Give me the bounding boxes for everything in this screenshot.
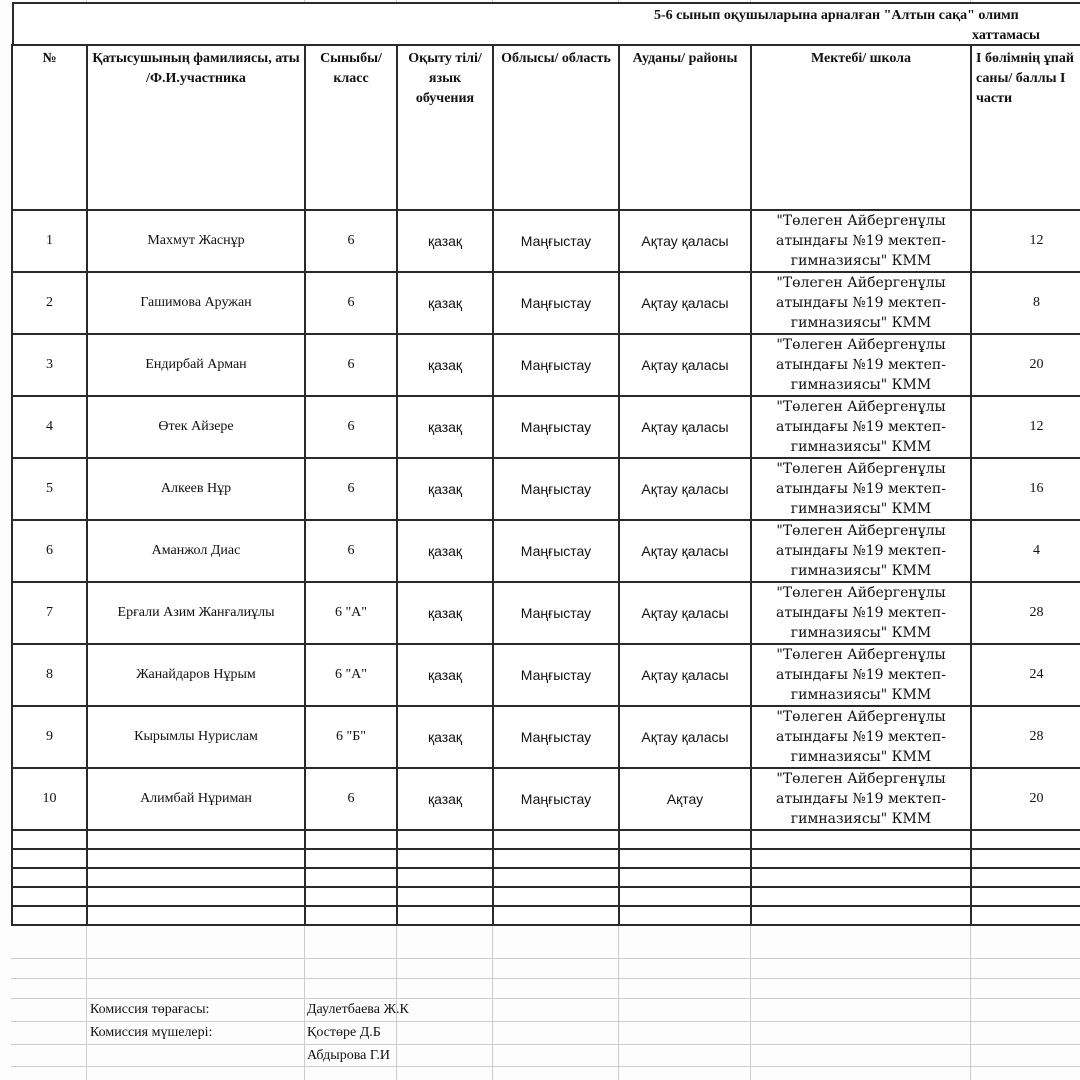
empty-cell bbox=[619, 906, 751, 925]
empty-cell bbox=[87, 906, 305, 925]
table-row bbox=[12, 520, 1080, 582]
document-title: 5-6 сынып оқушыларына арналған "Алтын сақа" олимп bbox=[654, 8, 1019, 23]
cell-school: "Төлеген Айбергенұлы атындағы №19 мектеп-гимназиясы" КММ bbox=[751, 272, 971, 334]
header-name: Қатысушының фамилиясы, аты /Ф.И.участника bbox=[87, 45, 305, 210]
cell-score: 20 bbox=[971, 334, 1080, 396]
cell-grade: 6 "А" bbox=[305, 644, 397, 706]
empty-cell bbox=[619, 868, 751, 887]
empty-row bbox=[12, 830, 1080, 849]
header-score: І бөлімнің ұпай саны/ баллы І части bbox=[971, 45, 1080, 210]
cell-num: 4 bbox=[12, 396, 87, 458]
cell-num: 2 bbox=[12, 272, 87, 334]
empty-cell bbox=[493, 887, 619, 906]
table-row bbox=[12, 768, 1080, 830]
cell-name: Алкеев Нұр bbox=[87, 458, 305, 520]
header-num: № bbox=[12, 45, 87, 210]
cell-name: Жанайдаров Нұрым bbox=[87, 644, 305, 706]
empty-cell bbox=[305, 906, 397, 925]
cell-name: Өтек Айзере bbox=[87, 396, 305, 458]
cell-school: "Төлеген Айбергенұлы атындағы №19 мектеп-гимназиясы" КММ bbox=[751, 396, 971, 458]
cell-score: 28 bbox=[971, 582, 1080, 644]
cell-language: қазақ bbox=[397, 458, 493, 520]
cell-language: қазақ bbox=[397, 768, 493, 830]
grid-line bbox=[11, 998, 1080, 999]
cell-region: Маңғыстау bbox=[493, 334, 619, 396]
cell-district: Ақтау қаласы bbox=[619, 520, 751, 582]
cell-grade: 6 bbox=[305, 520, 397, 582]
empty-cell bbox=[12, 906, 87, 925]
cell-name: Махмут Жаснұр bbox=[87, 210, 305, 272]
commission-member-1: Қостөре Д.Б bbox=[307, 1025, 381, 1040]
empty-cell bbox=[971, 868, 1080, 887]
header-school: Мектебі/ школа bbox=[751, 45, 971, 210]
empty-row bbox=[12, 906, 1080, 925]
empty-cell bbox=[87, 887, 305, 906]
empty-cell bbox=[751, 830, 971, 849]
cell-name: Гашимова Аружан bbox=[87, 272, 305, 334]
empty-cell bbox=[493, 906, 619, 925]
table-row bbox=[12, 706, 1080, 768]
cell-score: 16 bbox=[971, 458, 1080, 520]
empty-cell bbox=[305, 830, 397, 849]
cell-language: қазақ bbox=[397, 520, 493, 582]
cell-school: "Төлеген Айбергенұлы атындағы №19 мектеп-гимназиясы" КММ bbox=[751, 458, 971, 520]
cell-district: Ақтау қаласы bbox=[619, 210, 751, 272]
grid-line bbox=[11, 1044, 1080, 1045]
empty-row bbox=[12, 849, 1080, 868]
table-row bbox=[12, 272, 1080, 334]
cell-district: Ақтау қаласы bbox=[619, 396, 751, 458]
header-row bbox=[12, 45, 1080, 210]
cell-score: 12 bbox=[971, 396, 1080, 458]
cell-num: 6 bbox=[12, 520, 87, 582]
results-table bbox=[11, 44, 1080, 926]
table-row bbox=[12, 334, 1080, 396]
cell-region: Маңғыстау bbox=[493, 210, 619, 272]
cell-school: "Төлеген Айбергенұлы атындағы №19 мектеп-гимназиясы" КММ bbox=[751, 582, 971, 644]
cell-score: 24 bbox=[971, 644, 1080, 706]
empty-cell bbox=[87, 830, 305, 849]
cell-score: 20 bbox=[971, 768, 1080, 830]
cell-language: қазақ bbox=[397, 644, 493, 706]
cell-district: Ақтау қаласы bbox=[619, 334, 751, 396]
empty-cell bbox=[619, 849, 751, 868]
cell-district: Ақтау қаласы bbox=[619, 582, 751, 644]
cell-district: Ақтау қаласы bbox=[619, 272, 751, 334]
empty-row bbox=[12, 868, 1080, 887]
cell-score: 8 bbox=[971, 272, 1080, 334]
cell-district: Ақтау қаласы bbox=[619, 644, 751, 706]
commission-members-label: Комиссия мүшелері: bbox=[90, 1025, 213, 1040]
cell-region: Маңғыстау bbox=[493, 272, 619, 334]
empty-row bbox=[12, 887, 1080, 906]
table-row bbox=[12, 210, 1080, 272]
cell-score: 4 bbox=[971, 520, 1080, 582]
grid-line bbox=[11, 958, 1080, 959]
empty-cell bbox=[751, 887, 971, 906]
document-subtitle: хаттамасы bbox=[972, 28, 1040, 43]
cell-num: 7 bbox=[12, 582, 87, 644]
grid-line bbox=[11, 1066, 1080, 1067]
cell-num: 3 bbox=[12, 334, 87, 396]
empty-cell bbox=[305, 887, 397, 906]
cell-language: қазақ bbox=[397, 334, 493, 396]
table-row bbox=[12, 644, 1080, 706]
title-block bbox=[12, 2, 1080, 46]
cell-school: "Төлеген Айбергенұлы атындағы №19 мектеп-гимназиясы" КММ bbox=[751, 706, 971, 768]
header-district: Ауданы/ районы bbox=[619, 45, 751, 210]
cell-grade: 6 bbox=[305, 210, 397, 272]
cell-grade: 6 "Б" bbox=[305, 706, 397, 768]
empty-cell bbox=[87, 849, 305, 868]
grid-line bbox=[11, 978, 1080, 979]
cell-region: Маңғыстау bbox=[493, 396, 619, 458]
cell-school: "Төлеген Айбергенұлы атындағы №19 мектеп-гимназиясы" КММ bbox=[751, 768, 971, 830]
empty-cell bbox=[12, 830, 87, 849]
cell-school: "Төлеген Айбергенұлы атындағы №19 мектеп-гимназиясы" КММ bbox=[751, 210, 971, 272]
empty-cell bbox=[397, 830, 493, 849]
cell-name: Аманжол Диас bbox=[87, 520, 305, 582]
cell-language: қазақ bbox=[397, 582, 493, 644]
cell-language: қазақ bbox=[397, 706, 493, 768]
cell-district: Ақтау bbox=[619, 768, 751, 830]
cell-region: Маңғыстау bbox=[493, 582, 619, 644]
cell-language: қазақ bbox=[397, 272, 493, 334]
empty-cell bbox=[493, 830, 619, 849]
table-row bbox=[12, 396, 1080, 458]
cell-num: 10 bbox=[12, 768, 87, 830]
empty-cell bbox=[493, 849, 619, 868]
empty-cell bbox=[751, 849, 971, 868]
empty-cell bbox=[971, 887, 1080, 906]
cell-region: Маңғыстау bbox=[493, 520, 619, 582]
empty-cell bbox=[619, 887, 751, 906]
cell-name: Кырымлы Нурислам bbox=[87, 706, 305, 768]
empty-cell bbox=[87, 868, 305, 887]
cell-num: 8 bbox=[12, 644, 87, 706]
header-region: Облысы/ область bbox=[493, 45, 619, 210]
cell-num: 5 bbox=[12, 458, 87, 520]
cell-num: 9 bbox=[12, 706, 87, 768]
cell-district: Ақтау қаласы bbox=[619, 706, 751, 768]
cell-score: 12 bbox=[971, 210, 1080, 272]
cell-school: "Төлеген Айбергенұлы атындағы №19 мектеп-гимназиясы" КММ bbox=[751, 520, 971, 582]
table-row bbox=[12, 582, 1080, 644]
empty-cell bbox=[971, 849, 1080, 868]
empty-cell bbox=[971, 906, 1080, 925]
empty-cell bbox=[397, 868, 493, 887]
cell-name: Ерғали Азим Жанғалиұлы bbox=[87, 582, 305, 644]
cell-language: қазақ bbox=[397, 210, 493, 272]
cell-region: Маңғыстау bbox=[493, 644, 619, 706]
empty-cell bbox=[619, 830, 751, 849]
commission-chair-label: Комиссия төрағасы: bbox=[90, 1002, 210, 1017]
cell-region: Маңғыстау bbox=[493, 458, 619, 520]
empty-cell bbox=[12, 849, 87, 868]
empty-cell bbox=[12, 887, 87, 906]
empty-cell bbox=[397, 906, 493, 925]
empty-cell bbox=[971, 830, 1080, 849]
grid-line bbox=[11, 1021, 1080, 1022]
cell-region: Маңғыстау bbox=[493, 768, 619, 830]
cell-school: "Төлеген Айбергенұлы атындағы №19 мектеп-гимназиясы" КММ bbox=[751, 334, 971, 396]
commission-member-2: Абдырова Г.И bbox=[307, 1048, 390, 1063]
cell-num: 1 bbox=[12, 210, 87, 272]
empty-cell bbox=[12, 868, 87, 887]
cell-score: 28 bbox=[971, 706, 1080, 768]
table-row bbox=[12, 458, 1080, 520]
cell-grade: 6 bbox=[305, 334, 397, 396]
cell-district: Ақтау қаласы bbox=[619, 458, 751, 520]
empty-cell bbox=[751, 906, 971, 925]
empty-cell bbox=[397, 849, 493, 868]
empty-cell bbox=[397, 887, 493, 906]
cell-grade: 6 bbox=[305, 396, 397, 458]
commission-chair-name: Даулетбаева Ж.К bbox=[307, 1002, 409, 1017]
empty-cell bbox=[305, 849, 397, 868]
header-language: Оқыту тілі/ язык обучения bbox=[397, 45, 493, 210]
cell-name: Ендирбай Арман bbox=[87, 334, 305, 396]
cell-grade: 6 bbox=[305, 458, 397, 520]
cell-school: "Төлеген Айбергенұлы атындағы №19 мектеп-гимназиясы" КММ bbox=[751, 644, 971, 706]
cell-grade: 6 "А" bbox=[305, 582, 397, 644]
header-grade: Сыныбы/ класс bbox=[305, 45, 397, 210]
cell-region: Маңғыстау bbox=[493, 706, 619, 768]
table-body bbox=[12, 210, 1080, 925]
empty-cell bbox=[305, 868, 397, 887]
cell-grade: 6 bbox=[305, 768, 397, 830]
cell-grade: 6 bbox=[305, 272, 397, 334]
empty-cell bbox=[751, 868, 971, 887]
cell-name: Алимбай Нұриман bbox=[87, 768, 305, 830]
cell-language: қазақ bbox=[397, 396, 493, 458]
empty-cell bbox=[493, 868, 619, 887]
